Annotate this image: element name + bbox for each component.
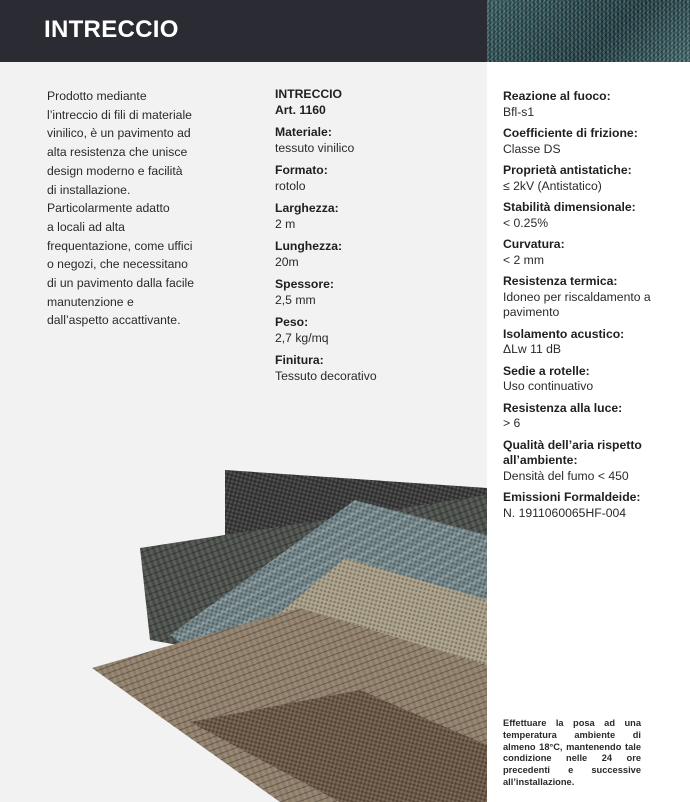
spec-materiale bbox=[275, 125, 475, 156]
description-line: Prodotto mediante bbox=[47, 89, 147, 103]
product-description bbox=[47, 87, 222, 330]
prop-label: Stabilità dimensionale: bbox=[503, 200, 636, 214]
spec-value: rotolo bbox=[275, 178, 306, 193]
header-bar bbox=[0, 0, 487, 62]
spec-article-code: Art. 1160 bbox=[275, 102, 326, 117]
description-line: manutenzione e bbox=[47, 294, 134, 309]
prop-curvatura bbox=[503, 237, 663, 268]
prop-value: > 6 bbox=[503, 416, 521, 430]
prop-value: N. 1911060065HF-004 bbox=[503, 505, 627, 520]
prop-label: Proprietà antistatiche: bbox=[503, 163, 632, 177]
prop-antistatiche bbox=[503, 163, 663, 194]
spec-value: tessuto vinilico bbox=[275, 140, 355, 155]
spec-value: 2 m bbox=[275, 216, 296, 231]
spec-product-name: INTRECCIO bbox=[275, 87, 343, 101]
prop-sedie-rotelle bbox=[503, 364, 663, 395]
prop-reazione-fuoco bbox=[503, 89, 663, 120]
spec-label: Lunghezza: bbox=[275, 239, 343, 253]
description-line: di installazione. bbox=[47, 182, 131, 197]
spec-finitura bbox=[275, 353, 475, 384]
prop-label: Qualità dell’aria rispetto all’ambiente: bbox=[503, 437, 642, 467]
installation-note: Effettuare la posa ad una temperatura ambiente di almeno 18°C, mantenendo tale condizione nelle 24 ore precedenti e successive all’installazione. bbox=[503, 718, 641, 787]
description-line: Particolarmente adatto bbox=[47, 201, 170, 216]
prop-formaldeide bbox=[503, 490, 663, 521]
prop-value: Uso continuativo bbox=[503, 379, 594, 393]
description-line: design moderno e facilità bbox=[47, 163, 183, 178]
prop-label: Reazione al fuoco: bbox=[503, 89, 611, 103]
description-line: a locali ad alta bbox=[47, 219, 125, 234]
description-line: di un pavimento dalla facile bbox=[47, 276, 195, 291]
description-line: frequentazione, come uffici bbox=[47, 238, 193, 253]
prop-value: Idoneo per riscaldamento a pavimento bbox=[503, 289, 651, 319]
prop-stabilita bbox=[503, 200, 663, 231]
prop-resistenza-termica bbox=[503, 274, 663, 321]
description-line: dall’aspetto accattivante. bbox=[47, 313, 181, 328]
prop-label: Emissioni Formaldeide: bbox=[503, 490, 641, 504]
performance-properties bbox=[503, 89, 663, 527]
technical-specs bbox=[275, 87, 475, 384]
page-title: INTRECCIO bbox=[44, 16, 179, 43]
spec-label: Peso: bbox=[275, 315, 309, 329]
spec-value: 20m bbox=[275, 254, 299, 269]
prop-value: ≤ 2kV (Antistatico) bbox=[503, 178, 602, 193]
prop-value: Bfl-s1 bbox=[503, 104, 535, 119]
spec-value: 2,7 kg/mq bbox=[275, 330, 329, 345]
description-line: alta resistenza che unisce bbox=[47, 145, 188, 160]
spec-formato bbox=[275, 163, 475, 194]
spec-value: Tessuto decorativo bbox=[275, 368, 377, 383]
spec-label: Spessore: bbox=[275, 277, 334, 291]
prop-value: < 0.25% bbox=[503, 215, 549, 230]
spec-label: Larghezza: bbox=[275, 201, 339, 215]
material-swatch-image bbox=[487, 0, 690, 62]
prop-label: Coefficiente di frizione: bbox=[503, 126, 638, 140]
spec-lunghezza bbox=[275, 239, 475, 270]
spec-label: Finitura: bbox=[275, 353, 324, 367]
prop-isolamento-acustico bbox=[503, 327, 663, 358]
prop-resistenza-luce bbox=[503, 401, 663, 432]
spec-value: 2,5 mm bbox=[275, 292, 316, 307]
prop-label: Isolamento acustico: bbox=[503, 326, 625, 341]
spec-peso bbox=[275, 315, 475, 346]
prop-label: Sedie a rotelle: bbox=[503, 363, 590, 378]
prop-label: Resistenza alla luce: bbox=[503, 400, 623, 415]
prop-value: Classe DS bbox=[503, 141, 561, 156]
description-line: vinilico, è un pavimento ad bbox=[47, 126, 191, 141]
prop-qualita-aria bbox=[503, 438, 663, 485]
description-line: o negozi, che necessitano bbox=[47, 257, 188, 272]
prop-value: Densità del fumo < 450 bbox=[503, 468, 629, 483]
description-line: l’intreccio di fili di materiale bbox=[47, 107, 192, 122]
prop-label: Resistenza termica: bbox=[503, 274, 618, 288]
prop-value: ΔLw 11 dB bbox=[503, 342, 562, 356]
prop-coefficiente-frizione bbox=[503, 126, 663, 157]
prop-value: < 2 mm bbox=[503, 252, 544, 267]
spec-spessore bbox=[275, 277, 475, 308]
spec-larghezza bbox=[275, 201, 475, 232]
prop-label: Curvatura: bbox=[503, 237, 565, 251]
spec-label: Materiale: bbox=[275, 125, 332, 139]
spec-label: Formato: bbox=[275, 163, 328, 177]
